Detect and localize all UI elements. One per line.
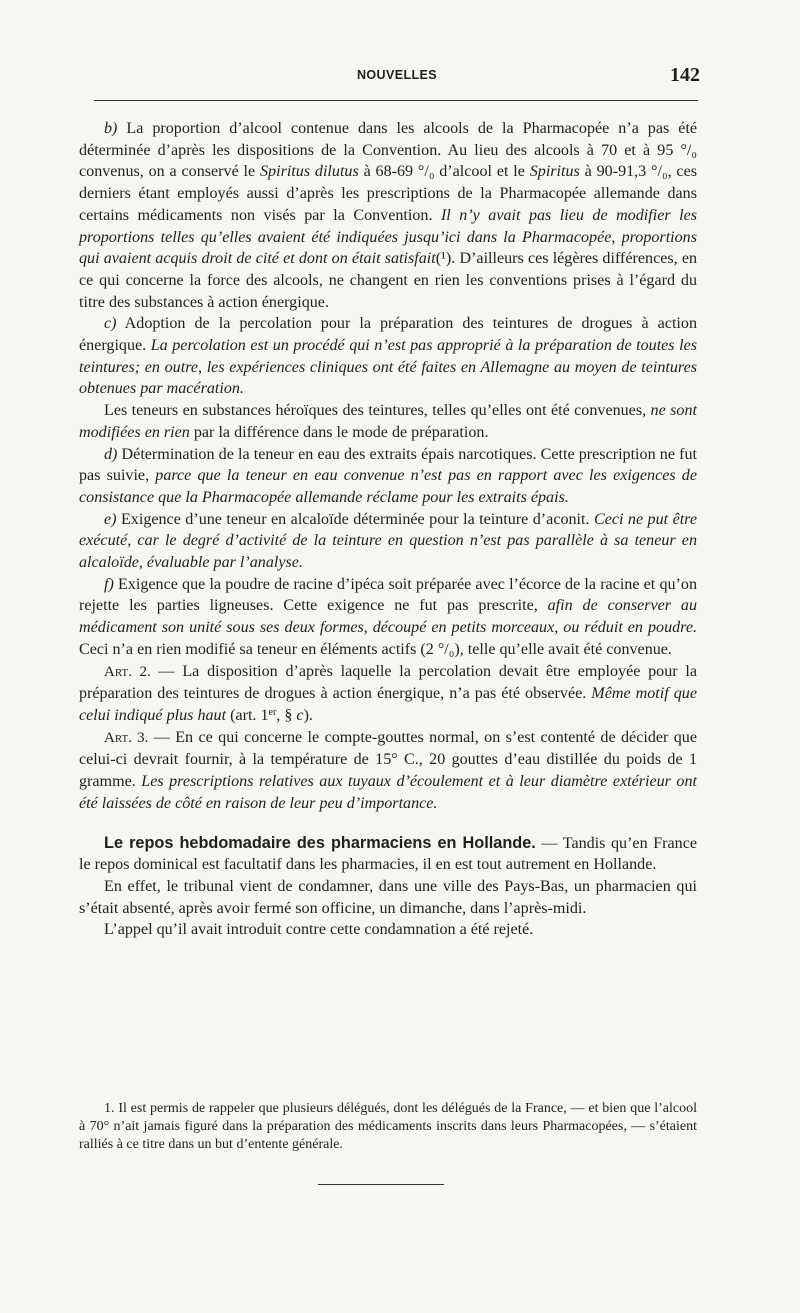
text-run: à 68-69 °/₀ d’alcool et le [358,163,530,181]
footnotes [79,1100,697,1153]
italic-run: Même motif que celui indiqué plus haut [79,685,697,724]
text-run: Les teneurs en substances héroïques des teintures, telles qu’elles ont été convenues, [104,402,651,420]
italic-run: La percolation est un procédé qui n’est pas approprié à la préparation de toutes les teintures; en outre, les expériences cliniques ont été faites en Allemagne au moyen de teintures obtenues par macération. [79,337,697,398]
italic-run: Il n’y avait pas lieu de modifier les proportions telles qu’elles avaient été indiquées jusqu’ici dans la Pharmacopée, proportions qui avaient acquis droit de cité et dont on était satisfait [79,206,697,268]
paragraph-appel [79,919,697,941]
text-run: à 90-91,3 °/₀, ces derniers étant employés aussi d’après les prescriptions de la Pharmacopée allemande dans certains médicaments non visés par la Convention. [79,163,697,224]
italic-run: Les prescriptions relatives aux tuyaux d’écoulement et à leur diamètre extérieur ont été laissées de côté en raison de leur peu d’importance. [79,773,697,812]
italic-run: ne sont modifiées en rien [79,402,697,441]
paragraph-d [79,444,697,509]
paragraph-teneurs [79,400,697,443]
text-run: — La disposition d’après laquelle la percolation devait être employée pour la préparation des teintures de drogues à action énergique, n’a pas été observée. [79,662,697,703]
text-run: — Tandis qu’en France le repos dominical est facultatif dans les pharmacies, il en est tout autrement en Hollande. [79,834,697,874]
italic-run: afin de conserver au médicament son unité sous ses deux formes, découpé en petits morceaux, ou réduit en poudre. [79,597,697,637]
item-letter: c) [104,315,117,333]
text-run: En effet, le tribunal vient de condamner, dans une ville des Pays-Bas, un pharmacien qui s’était absenté, après avoir fermé son officine, un dimanche, dans l’après-midi. [79,877,697,917]
text-run: Adoption de la percolation pour la préparation des teintures de drogues à action énergique. [79,315,697,355]
page-number: 142 [670,64,700,86]
text-run: ). [303,706,313,724]
section-heading: Le repos hebdomadaire des pharmaciens en Hollande. [104,833,536,852]
footnote-1: 1. Il est permis de rappeler que plusieurs délégués, dont les délégués de la France, — et bien que l’alcool à 70° n’ait jamais figuré dans la préparation des médicaments inscrits dans leurs Pharmacopées, — s’étaient ralliés à ce titre dans un but d’entente générale. [79,1101,697,1152]
article-label: Art. 3. [104,729,149,746]
italic-run: Spiritus [529,163,580,181]
paragraph-f [79,574,697,661]
italic-run: parce que la teneur en eau convenue n’est pas en rapport avec les exigences de consistance que la Pharmacopée allemande réclame pour les extraits épais. [79,467,697,506]
italic-run: Ceci ne put être exécuté, car le degré d’activité de la teinture en question n’est pas parallèle à sa teneur en alcaloïde, évaluable par l’analyse. [79,510,697,572]
item-letter: b) [104,120,118,137]
item-letter: f) [104,575,114,593]
text-run: — En ce qui concerne le compte-gouttes normal, on s’est contenté de décider que celui-ci devrait fournir, à la température de 15° C., 20 gouttes d’eau distillée du poids de 1 gramme. [79,728,697,791]
header-rule [94,100,698,101]
footnote-ref: (¹) [435,250,452,268]
paragraph-b [79,118,697,313]
item-letter: d) [104,445,118,463]
paragraph-c [79,313,697,400]
italic-run: Spiritus dilutus [260,163,359,181]
text-run: Exigence que la poudre de racine d’ipéca soit préparée avec l’écorce de la racine et qu’on rejette les parties ligneuses. Cette exigence ne fut pas prescrite, [79,575,697,615]
item-letter: e) [104,510,117,528]
italic-run: c [296,706,304,724]
text-run: . D’ailleurs ces légères différences, en ce qui concerne la force des alcools, ne changent en rien les conventions prises à l’égard du titre des substances à action énergique. [79,250,698,311]
superscript: er [268,706,277,718]
paragraph-e [79,509,697,574]
article-label: Art. 2. [104,663,151,680]
text-run: La proportion d’alcool contenue dans les alcools de la Pharmacopée n’a pas été déterminée d’après les dispositions de la Convention. Au lieu des alcools à 70 et à 95 °/₀ convenus, on a conservé le [79,120,697,181]
text-run: L’appel qu’il avait introduit contre cette condamnation a été rejeté. [104,921,534,939]
body-text [79,118,697,941]
text-run: Ceci n’a en rien modifié sa teneur en éléments actifs (2 °/₀), telle qu’elle avait été convenue. [79,640,672,658]
paragraph-art-2 [79,661,697,727]
text-run: Détermination de la teneur en eau des extraits épais narcotiques. Cette prescription ne fut pas suivie, [79,445,697,485]
page-header [94,64,700,86]
end-rule [318,1184,444,1185]
paragraph-art-3 [79,727,697,815]
text-run: par la différence dans le mode de préparation. [189,423,489,441]
text-run: Exigence d’une teneur en alcaloïde déterminée pour la teinture d’aconit. [116,510,594,528]
running-title: NOUVELLES [357,68,437,82]
text-run: (art. 1 [226,706,269,724]
text-run: , § [276,706,297,724]
paragraph-tribunal [79,876,697,919]
paragraph-repos [79,833,697,876]
